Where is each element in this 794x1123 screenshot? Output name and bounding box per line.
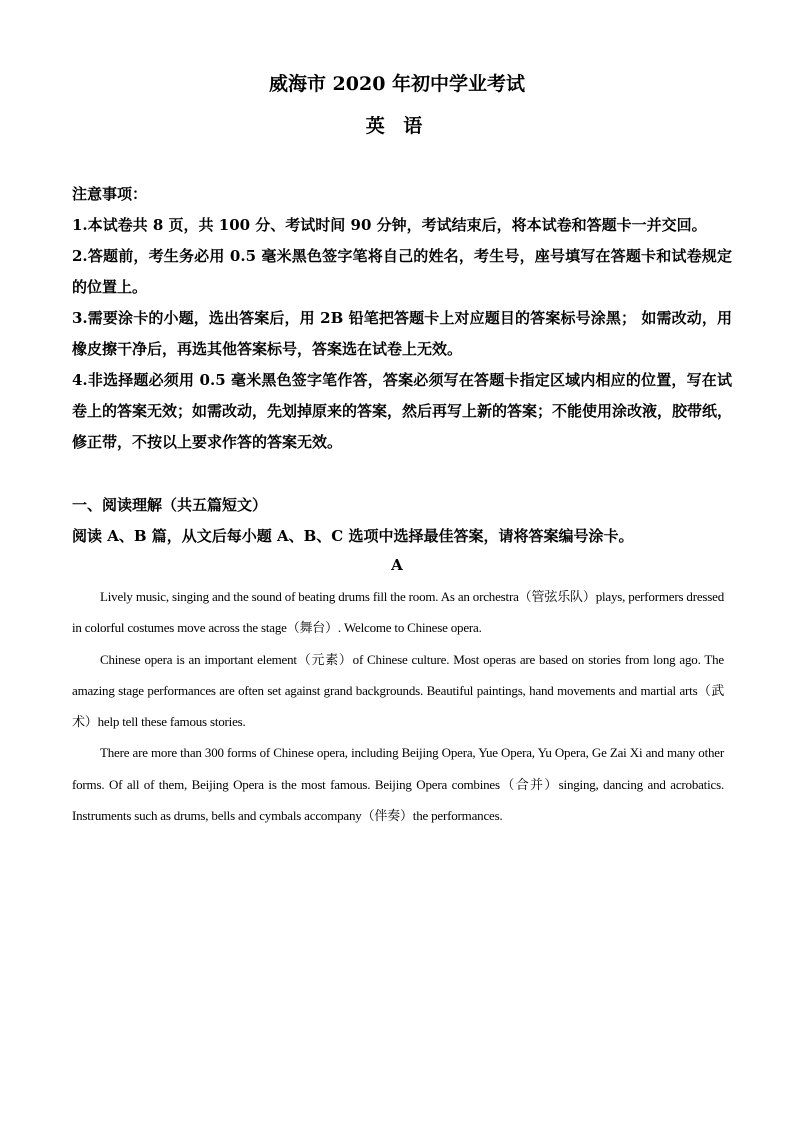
passage-a [72,581,724,831]
section-heading: 一、阅读理解（共五篇短文） [72,496,268,514]
reading-section [72,490,732,552]
notice-heading: 注意事项： [72,185,148,203]
passage-label: A [391,556,403,574]
exam-title: 威海市 2020 年初中学业考试 [268,73,526,95]
notice-item-4: 4.非选择题必须用 0.5 毫米黑色签字笔作答，答案必须写在答题卡指定区域内相应的位置，写在试卷上的答案无效；如需改动，先划掉原来的答案，然后再写上新的答案；不能使用涂改液，胶带纸，修正带，不按以上要求作答的答案无效。 [72,371,733,451]
passage-paragraph-2: Chinese opera is an important element（元素）of Chinese culture. Most operas are based on stories from long ago. The amazing stage performances are often set against grand backgrounds. Beautiful paintings, hand movements and martial arts（武术）help tell these famous stories. [72,651,724,730]
passage-paragraph-3: There are more than 300 forms of Chinese opera, including Beijing Opera, Yue Opera, Yu Opera, Ge Zai Xi and many other forms. Of all of them, Beijing Opera is the most famous. Beijing Opera combines（合并）singing, dancing and acrobatics. Instruments such as drums, bells and cymbals accompany（伴奏）the performances. [72,745,724,824]
notice-item-3: 3.需要涂卡的小题，选出答案后，用 2B 铅笔把答题卡上对应题目的答案标号涂黑； 如需改动，用橡皮擦干净后，再选其他答案标号，答案选在试卷上无效。 [72,309,732,358]
notice-block [72,179,732,458]
notice-item-1: 1.本试卷共 8 页，共 100 分、考试时间 90 分钟，考试结束后，将本试卷和答题卡一并交回。 [72,216,707,234]
exam-subject: 英 语 [365,115,429,137]
notice-item-2: 2.答题前，考生务必用 0.5 毫米黑色签字笔将自己的姓名，考生号，座号填写在答题卡和试卷规定的位置上。 [72,247,732,296]
passage-paragraph-1: Lively music, singing and the sound of beating drums fill the room. As an orchestra（管弦乐队）plays, performers dressed in colorful costumes move across the stage（舞台）. Welcome to Chinese opera. [72,589,724,636]
section-instruction: 阅读 A、B 篇，从文后每小题 A、B、C 选项中选择最佳答案，请将答案编号涂卡。 [72,527,634,545]
